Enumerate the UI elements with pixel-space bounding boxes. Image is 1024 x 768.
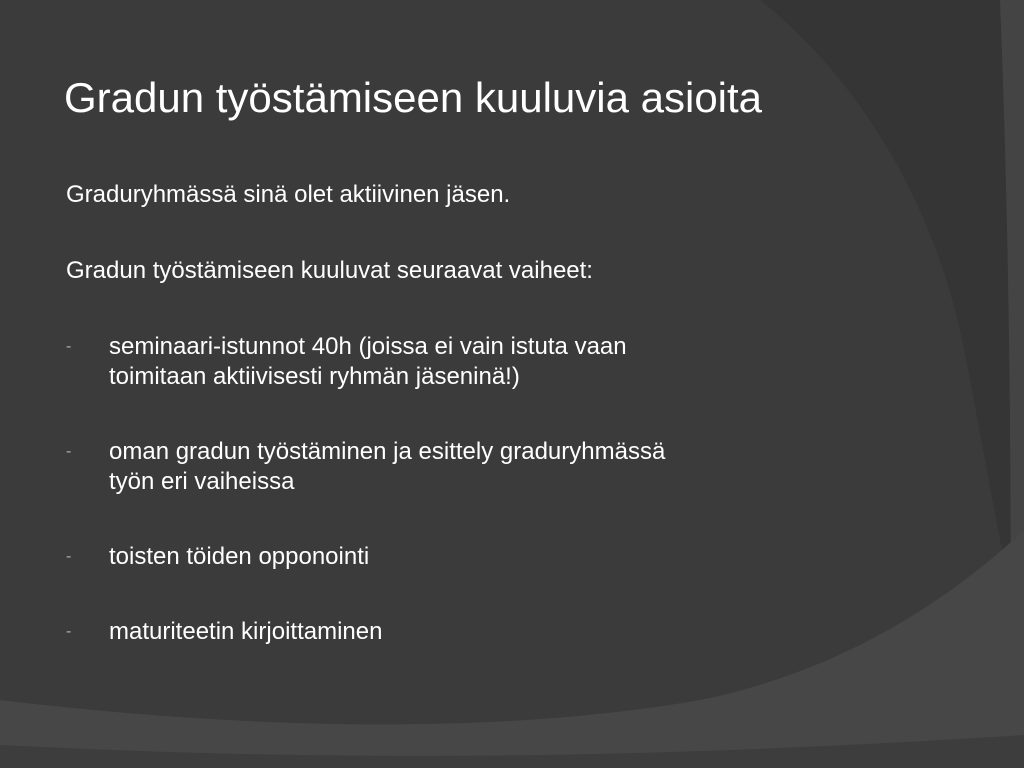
bullet-item — [66, 542, 846, 572]
bullet-text-line2: toimitaan aktiivisesti ryhmän jäseninä!) — [109, 363, 520, 390]
bullet-list — [66, 332, 846, 647]
bullet-text-line1: oman gradun työstäminen ja esittely graduryhmässä — [109, 438, 666, 465]
slide-title: Gradun työstämiseen kuuluvia asioita — [64, 74, 763, 121]
lead-text: Gradun työstämiseen kuuluvat seuraavat vaiheet: — [66, 257, 593, 284]
slide-content — [66, 180, 846, 692]
dash-bullet-icon: - — [66, 548, 72, 565]
bullet-item — [66, 617, 846, 647]
dash-bullet-icon: - — [66, 623, 72, 640]
bullet-text-line1: toisten töiden opponointi — [109, 543, 370, 570]
dash-bullet-icon: - — [66, 338, 72, 355]
bullet-item — [66, 332, 846, 392]
bullet-item — [66, 437, 846, 497]
bullet-text-line1: maturiteetin kirjoittaminen — [109, 618, 383, 645]
bullet-text-line1: seminaari-istunnot 40h (joissa ei vain istuta vaan — [109, 333, 627, 360]
bullet-text-line2: työn eri vaiheissa — [109, 468, 295, 495]
dash-bullet-icon: - — [66, 443, 72, 460]
intro-text: Graduryhmässä sinä olet aktiivinen jäsen. — [66, 181, 511, 208]
